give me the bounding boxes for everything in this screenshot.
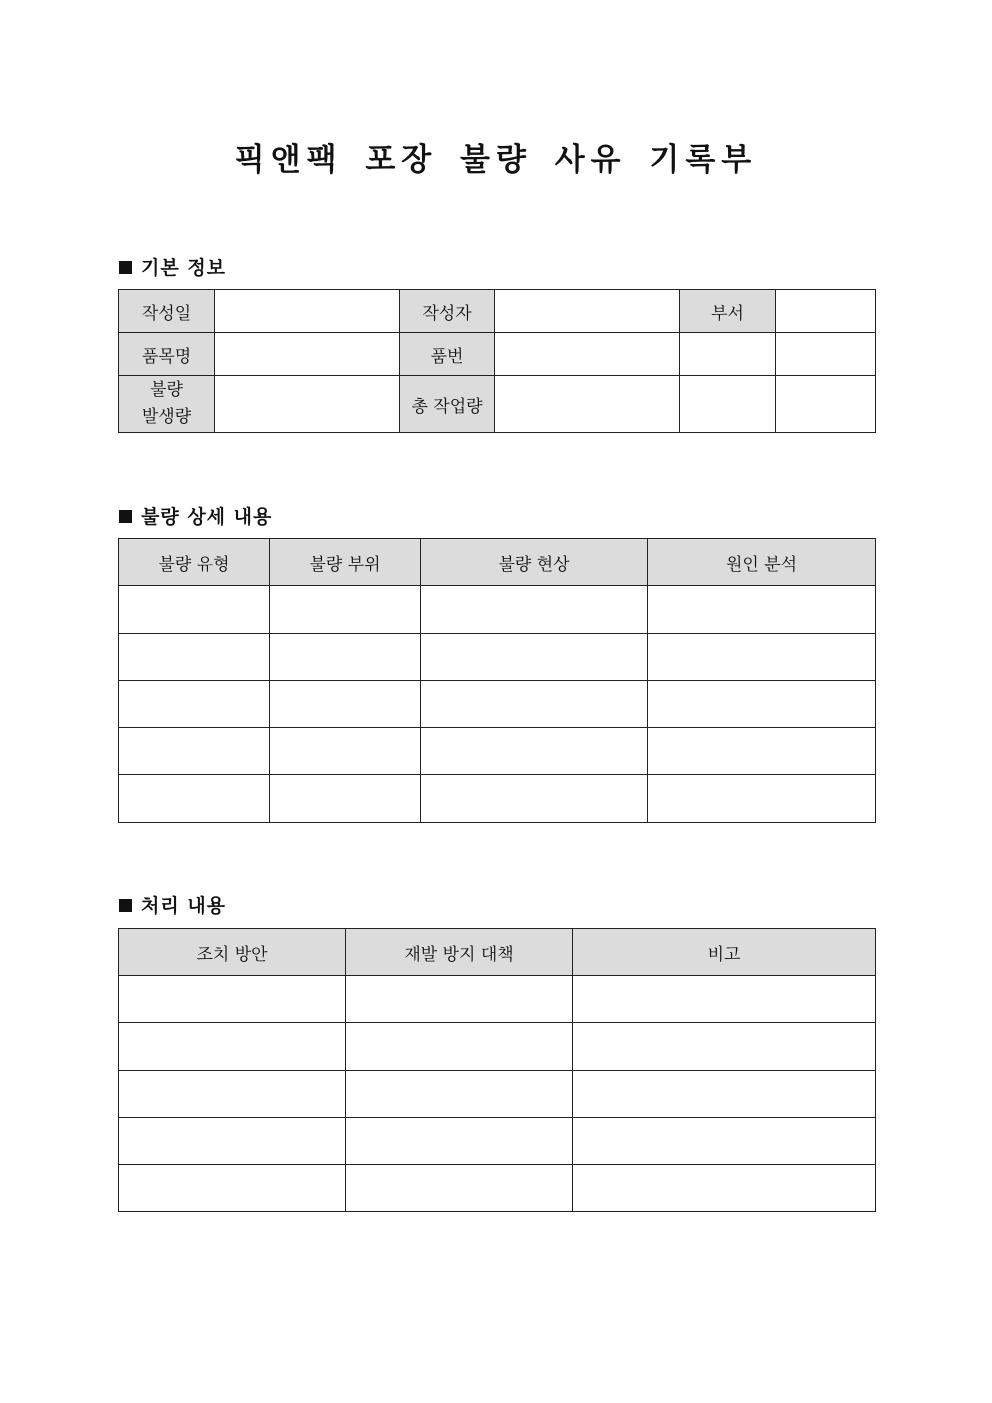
table-cell[interactable] — [421, 634, 648, 681]
table-cell[interactable] — [648, 634, 876, 681]
table-cell[interactable] — [119, 1165, 346, 1212]
total-work-quantity-field[interactable] — [495, 376, 680, 433]
section-defect-detail — [119, 502, 272, 529]
author-field[interactable] — [495, 290, 680, 333]
table-cell[interactable] — [346, 1023, 573, 1071]
section-title: 기본 정보 — [141, 257, 227, 279]
table-cell[interactable] — [119, 976, 346, 1023]
table-cell[interactable] — [648, 775, 876, 823]
department-field[interactable] — [776, 290, 876, 333]
table-cell[interactable] — [573, 1071, 876, 1118]
table-row — [119, 634, 876, 681]
table-row — [119, 1118, 876, 1165]
page-title: 픽앤팩 포장 불량 사유 기록부 — [234, 142, 758, 178]
table-row — [119, 775, 876, 823]
table-cell[interactable] — [346, 976, 573, 1023]
header-defect-symptom: 불량 현상 — [421, 539, 648, 586]
table-cell[interactable] — [648, 728, 876, 775]
table-cell[interactable] — [421, 586, 648, 634]
blank-cell[interactable] — [680, 376, 776, 433]
table-cell[interactable] — [346, 1165, 573, 1212]
table-row — [119, 1165, 876, 1212]
table-cell[interactable] — [421, 775, 648, 823]
blank-cell[interactable] — [776, 376, 876, 433]
table-row — [119, 586, 876, 634]
label-part-number: 품번 — [400, 333, 495, 376]
table-row — [119, 1023, 876, 1071]
label-department: 부서 — [680, 290, 776, 333]
blank-cell[interactable] — [680, 333, 776, 376]
label-author: 작성자 — [400, 290, 495, 333]
table-cell[interactable] — [119, 1118, 346, 1165]
label-total-work-quantity: 총 작업량 — [400, 376, 495, 433]
table-cell[interactable] — [421, 728, 648, 775]
table-cell[interactable] — [270, 586, 421, 634]
table-cell[interactable] — [573, 1023, 876, 1071]
label-defect-quantity — [119, 376, 215, 433]
table-cell[interactable] — [648, 586, 876, 634]
table-row — [119, 976, 876, 1023]
header-action-plan: 조치 방안 — [119, 929, 346, 976]
header-recurrence-prevention: 재발 방지 대책 — [346, 929, 573, 976]
table-cell[interactable] — [119, 634, 270, 681]
table-cell[interactable] — [119, 681, 270, 728]
header-remarks: 비고 — [573, 929, 876, 976]
table-cell[interactable] — [270, 634, 421, 681]
table-cell[interactable] — [573, 1118, 876, 1165]
table-row — [119, 728, 876, 775]
table-row — [119, 1071, 876, 1118]
header-defect-area: 불량 부위 — [270, 539, 421, 586]
basic-info-table — [118, 289, 876, 433]
blank-cell[interactable] — [776, 333, 876, 376]
square-bullet-icon — [119, 510, 132, 523]
table-row — [119, 681, 876, 728]
label-line: 불량 — [150, 380, 183, 400]
table-cell[interactable] — [573, 976, 876, 1023]
table-cell[interactable] — [270, 775, 421, 823]
section-basic-info — [119, 253, 226, 280]
table-cell[interactable] — [119, 775, 270, 823]
item-name-field[interactable] — [215, 333, 400, 376]
part-number-field[interactable] — [495, 333, 680, 376]
defect-detail-table — [118, 538, 876, 823]
table-cell[interactable] — [270, 681, 421, 728]
table-cell[interactable] — [346, 1071, 573, 1118]
table-cell[interactable] — [119, 728, 270, 775]
table-cell[interactable] — [270, 728, 421, 775]
table-cell[interactable] — [119, 1071, 346, 1118]
header-defect-type: 불량 유형 — [119, 539, 270, 586]
table-cell[interactable] — [648, 681, 876, 728]
handling-table — [118, 928, 876, 1212]
header-cause-analysis: 원인 분석 — [648, 539, 876, 586]
label-line: 발생량 — [141, 407, 192, 427]
square-bullet-icon — [119, 899, 132, 912]
label-item-name: 품목명 — [119, 333, 215, 376]
table-cell[interactable] — [421, 681, 648, 728]
section-title: 처리 내용 — [141, 895, 227, 917]
section-title: 불량 상세 내용 — [141, 506, 273, 528]
table-cell[interactable] — [119, 586, 270, 634]
square-bullet-icon — [119, 261, 132, 274]
defect-quantity-field[interactable] — [215, 376, 400, 433]
table-cell[interactable] — [119, 1023, 346, 1071]
label-date: 작성일 — [119, 290, 215, 333]
table-cell[interactable] — [573, 1165, 876, 1212]
date-field[interactable] — [215, 290, 400, 333]
table-cell[interactable] — [346, 1118, 573, 1165]
section-handling — [119, 891, 226, 918]
